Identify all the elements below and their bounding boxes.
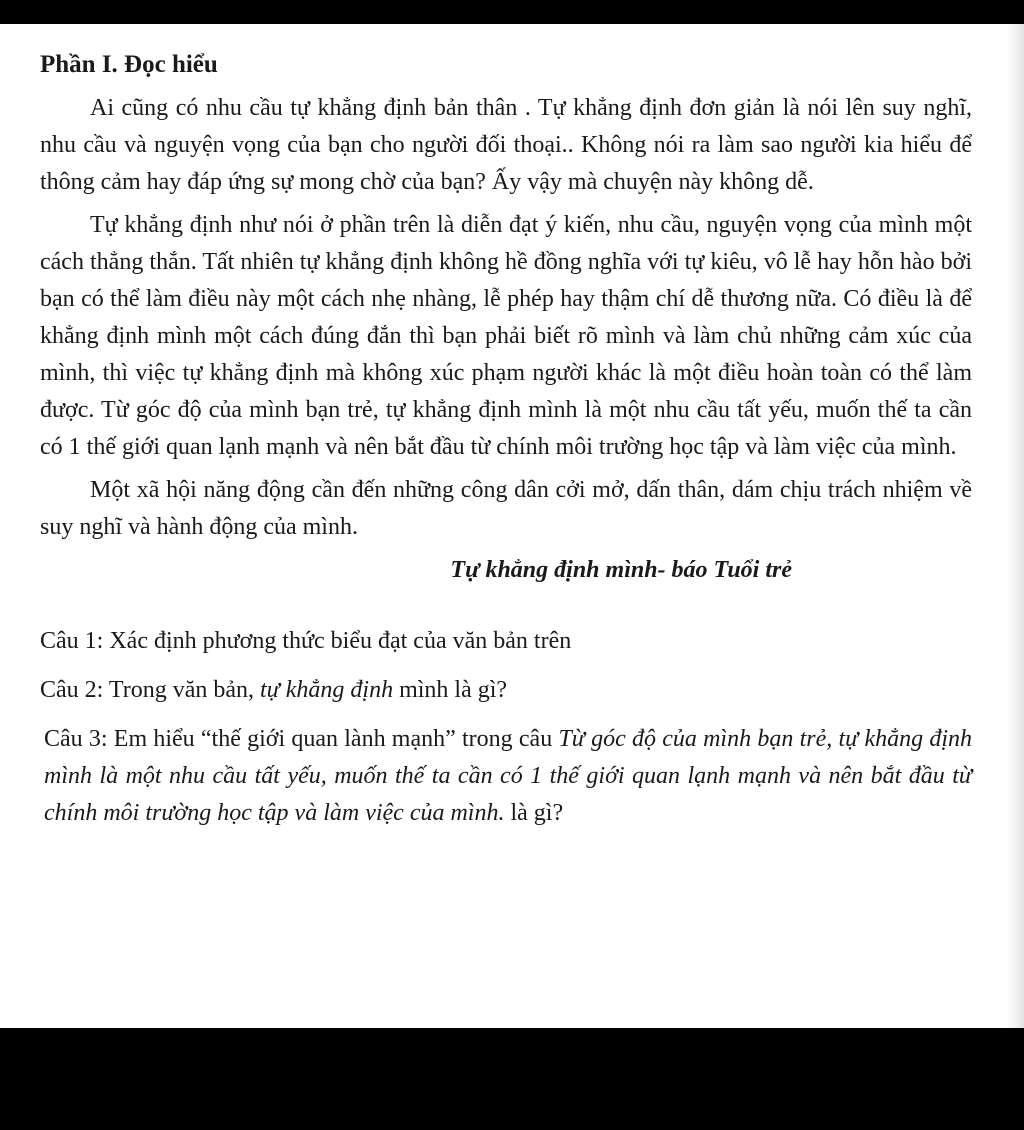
paragraph-2: Tự khẳng định như nói ở phần trên là diễn đạt ý kiến, nhu cầu, nguyện vọng của mình một cách thẳng thắn. Tất nhiên tự khẳng định không hề đồng nghĩa với tự kiêu, vô lễ hay hỗn hào bởi bạn có thể làm điều này một cách nhẹ nhàng, lễ phép hay thậm chí dễ thương nữa. Có điều là để khẳng định mình một cách đúng đắn thì bạn phải biết rõ mình và làm chủ những cảm xúc của mình, thì việc tự khẳng định mà không xúc phạm người khác là một điều hoàn toàn có thể làm được. Từ góc độ của mình bạn trẻ, tự khẳng định mình là một nhu cầu tất yếu, muốn thế ta cần có 1 thế giới quan lạnh mạnh và nên bắt đầu từ chính môi trường học tập và làm việc của mình. (40, 212, 972, 460)
document-page (0, 24, 1024, 1028)
question-2-suffix: mình là gì? (393, 677, 508, 703)
section-heading: Phần I. Đọc hiểu (40, 51, 218, 78)
question-2 (40, 672, 972, 709)
bottom-black-bar (0, 1028, 1024, 1130)
page-right-edge (1006, 24, 1024, 1028)
top-black-bar (0, 0, 1024, 24)
source-citation: Tự khẳng định mình- báo Tuổi trẻ (450, 557, 792, 583)
paragraph-3: Một xã hội năng động cần đến những công dân cởi mở, dấn thân, dám chịu trách nhiệm về suy nghĩ và hành động của mình. (40, 477, 972, 540)
question-3-prefix: Câu 3: Em hiểu “thế giới quan lành mạnh” trong câu (44, 726, 559, 752)
question-3-suffix: là gì? (504, 800, 564, 826)
question-3 (40, 721, 972, 832)
paragraph-1: Ai cũng có nhu cầu tự khẳng định bản thân . Tự khẳng định đơn giản là nói lên suy nghĩ, nhu cầu và nguyện vọng của bạn cho người đối thoại.. Không nói ra làm sao người kia hiểu để thông cảm hay đáp ứng sự mong chờ của bạn? Ấy vậy mà chuyện này không dễ. (40, 95, 972, 195)
question-2-prefix: Câu 2: Trong văn bản, (40, 677, 261, 703)
question-2-italic-term: tự khẳng định (260, 677, 394, 703)
question-3-italic-quote: Từ góc độ của mình bạn trẻ, tự khẳng định mình là một nhu cầu tất yếu, muốn thế ta cần có 1 thế giới quan lạnh mạnh và nên bắt đầu từ chính môi trường học tập và làm việc của mình. (44, 726, 972, 826)
question-1: Câu 1: Xác định phương thức biểu đạt của văn bản trên (40, 628, 572, 654)
